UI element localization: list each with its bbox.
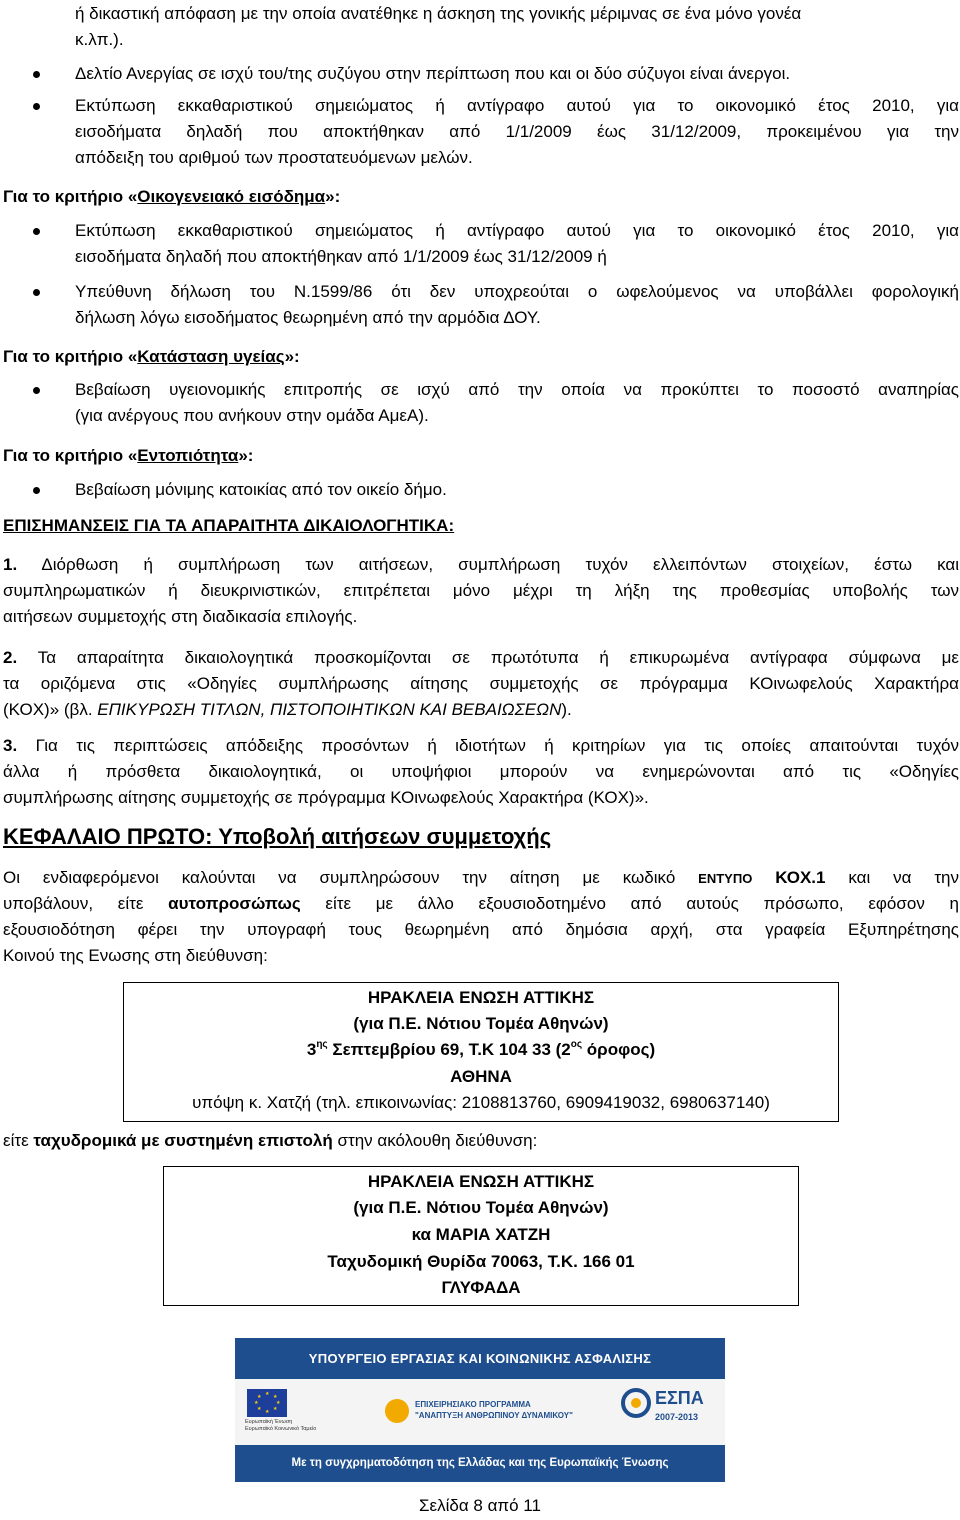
bullet-icon — [33, 387, 40, 394]
list-item-income: εισοδήματα δηλαδή που αποκτήθηκαν από 1/1/2009 έως 31/12/2009 ή — [75, 247, 607, 266]
address-contact: υπόψη κ. Χατζή (τηλ. επικοινωνίας: 2108813760, 6909419032, 6980637140) — [192, 1093, 770, 1112]
note-3: συμπλήρωσης αίτησης συμμετοχής σε πρόγραμμα ΚΟινωφελούς Χαρακτήρα (ΚΟΧ)». — [3, 788, 649, 807]
notes-heading: ΕΠΙΣΗΜΑΝΣΕΙΣ ΓΙΑ ΤΑ ΑΠΑΡΑΙΤΗΤΑ ΔΙΚΑΙΟΛΟΓΗΤΙΚΑ: — [3, 516, 455, 535]
espa-years: 2007-2013 — [655, 1412, 699, 1422]
eu-label: Ευρωπαϊκή Ένωση Ευρωπαϊκό Κοινωνικό Ταμείο — [245, 1419, 317, 1432]
funding-banner — [235, 1338, 725, 1482]
list-item-declaration: Υπεύθυνη δήλωση του Ν.1599/86 ότι δεν υποχρεούται ο ωφελούμενος να υποβάλλει φορολογική — [75, 282, 959, 301]
bullet-icon — [33, 289, 40, 296]
chapter-title: ΚΕΦΑΛΑΙΟ ΠΡΩΤΟ: Υποβολή αιτήσεων συμμετοχής — [3, 824, 552, 849]
address-city: ΑΘΗΝΑ — [450, 1067, 512, 1086]
list-item-health: (για ανέργους που ανήκουν στην ομάδα ΑμεΑ). — [75, 406, 429, 425]
chapter-paragraph: εξουσιοδότηση φέρει την υπογραφή τους θεωρημένη από δημόσια αρχή, στα γραφεία Εξυπηρέτησης — [3, 920, 959, 939]
espa-emblem-icon — [621, 1388, 651, 1418]
note-1: 1. Διόρθωση ή συμπλήρωση των αιτήσεων, συμπλήρωση τυχόν ελλειπόντων στοιχείων, έστω και — [3, 555, 959, 574]
eu-flag-icon: ★ ★ ★ ★ ★ ★ ★ ★ — [247, 1389, 287, 1417]
note-1: αιτήσεων συμμετοχής στη διαδικασία επιλογής. — [3, 607, 358, 626]
address-for: (για Π.Ε. Νότιου Τομέα Αθηνών) — [353, 1014, 609, 1033]
continuation-line: ή δικαστική απόφαση με την οποία ανατέθηκε η άσκηση της γονικής μέριμνας σε ένα μόνο γονέα — [75, 4, 802, 23]
list-item-tax: εισοδήματα δηλαδή που αποκτήθηκαν από 1/1/2009 έως 31/12/2009, προκειμένου για την — [75, 122, 959, 141]
address-street: $3^{\eta\varsigma}$ Σεπτεμβρίου 69, Τ.Κ 104 33 ($2^{o\varsigma}$ όροφος) — [306, 1039, 656, 1059]
bullet-icon — [33, 228, 40, 235]
note-1: συμπληρωματικών ή διευκρινιστικών, επιτρέπεται μόνο μέχρι τη λήξη της προθεσμίας υποβολής των — [3, 581, 959, 600]
list-item-income: Εκτύπωση εκκαθαριστικού σημειώματος ή αντίγραφο αυτού για το οικονομικό έτος 2010, για — [75, 221, 959, 240]
bullet-icon — [33, 487, 40, 494]
programme-logo — [385, 1393, 573, 1433]
programme-emblem-icon — [385, 1399, 409, 1423]
cofinance-bar: Με τη συγχρηματοδότηση της Ελλάδας και της Ευρωπαϊκής Ένωσης — [235, 1445, 725, 1482]
locality-heading: Για το κριτήριο «Εντοπιότητα»: — [3, 446, 254, 465]
address-name: ΗΡΑΚΛΕΙΑ ΕΝΩΣΗ ΑΤΤΙΚΗΣ — [367, 1172, 595, 1191]
list-item-declaration: δήλωση λόγω εισοδήματος θεωρημένη από την αρμόδια ΔΟΥ. — [75, 308, 541, 327]
bullet-icon — [33, 71, 40, 78]
note-2: τα οριζόμενα στις «Οδηγίες συμπλήρωσης αίτησης συμμετοχής σε πρόγραμμα ΚΟινωφελούς Χαρακτήρα — [3, 674, 959, 693]
ministry-bar: ΥΠΟΥΡΓΕΙΟ ΕΡΓΑΣΙΑΣ ΚΑΙ ΚΟΙΝΩΝΙΚΗΣ ΑΣΦΑΛΙΣΗΣ — [235, 1338, 725, 1379]
address-attn: κα ΜΑΡΙΑ ΧΑΤΖΗ — [411, 1225, 551, 1244]
health-heading: Για το κριτήριο «Κατάσταση υγείας»: — [3, 347, 300, 366]
programme-name: ΕΠΙΧΕΙΡΗΣΙΑΚΟ ΠΡΟΓΡΑΜΜΑ "ΑΝΑΠΤΥΞΗ ΑΝΘΡΩΠΙΝΟΥ ΔΥΝΑΜΙΚΟΥ" — [415, 1400, 573, 1420]
list-item-unemployment: Δελτίο Ανεργίας σε ισχύ του/της συζύγου στην περίπτωση που και οι δύο σύζυγοι είναι άνεργοι. — [75, 64, 791, 83]
list-item-tax: απόδειξη του αριθμού των προστατευόμενων μελών. — [75, 148, 473, 167]
list-item-tax: Εκτύπωση εκκαθαριστικού σημειώματος ή αντίγραφο αυτού για το οικονομικό έτος 2010, για — [75, 96, 959, 115]
address-city: ΓΛΥΦΑΔΑ — [441, 1278, 521, 1297]
chapter-paragraph: Οι ενδιαφερόμενοι καλούνται να συμπληρώσουν την αίτηση με κωδικό ΕΝΤΥΠΟ ΚΟΧ.1 και να την — [3, 868, 959, 887]
bullet-icon — [33, 103, 40, 110]
note-2: (ΚΟΧ)» (βλ. ΕΠΙΚΥΡΩΣΗ ΤΙΤΛΩΝ, ΠΙΣΤΟΠΟΙΗΤΙΚΩΝ ΚΑΙ ΒΕΒΑΙΩΣΕΩΝ). — [3, 700, 572, 719]
list-item-locality: Βεβαίωση μόνιμης κατοικίας από τον οικείο δήμο. — [75, 480, 447, 499]
address-for: (για Π.Ε. Νότιου Τομέα Αθηνών) — [353, 1198, 609, 1217]
logos-strip — [235, 1379, 725, 1445]
note-3: άλλα ή πρόσθετα δικαιολογητικά, οι υποψήφιοι μπορούν να ενημερώνονται από τις «Οδηγίες — [3, 762, 959, 781]
note-2: 2. Τα απαραίτητα δικαιολογητικά προσκομίζονται σε πρωτότυπα ή επικυρωμένα αντίγραφα σύμφωνα με — [3, 648, 959, 667]
espa-logo — [615, 1384, 711, 1440]
address-pobox: Ταχυδομική Θυρίδα 70063, Τ.Κ. 166 01 — [327, 1252, 635, 1271]
postal-paragraph: είτε ταχυδρομικά με συστημένη επιστολή στην ακόλουθη διεύθυνση: — [3, 1131, 538, 1150]
chapter-paragraph: Κοινού της Ενωσης στη διεύθυνση: — [3, 946, 268, 965]
list-item-health: Βεβαίωση υγειονομικής επιτροπής σε ισχύ από την οποία να προκύπτει το ποσοστό αναπηρίας — [75, 380, 959, 399]
note-3: 3. Για τις περιπτώσεις απόδειξης προσόντων ή ιδιοτήτων ή κριτηρίων για τις οποίες απαιτούνται τυχόν — [3, 736, 959, 755]
chapter-paragraph: υποβάλουν, είτε αυτοπροσώπως είτε με άλλο εξουσιοδοτημένο από αυτούς πρόσωπο, εφόσον η — [3, 894, 959, 913]
address-box-office — [123, 982, 839, 1122]
page-number: Σελίδα 8 από 11 — [419, 1496, 541, 1515]
continuation-line: κ.λπ.). — [75, 30, 124, 49]
espa-name: ΕΣΠΑ — [655, 1388, 704, 1408]
address-name: ΗΡΑΚΛΕΙΑ ΕΝΩΣΗ ΑΤΤΙΚΗΣ — [367, 988, 595, 1007]
income-heading: Για το κριτήριο «Οικογενειακό εισόδημα»: — [3, 187, 341, 206]
address-box-postal — [163, 1166, 799, 1306]
